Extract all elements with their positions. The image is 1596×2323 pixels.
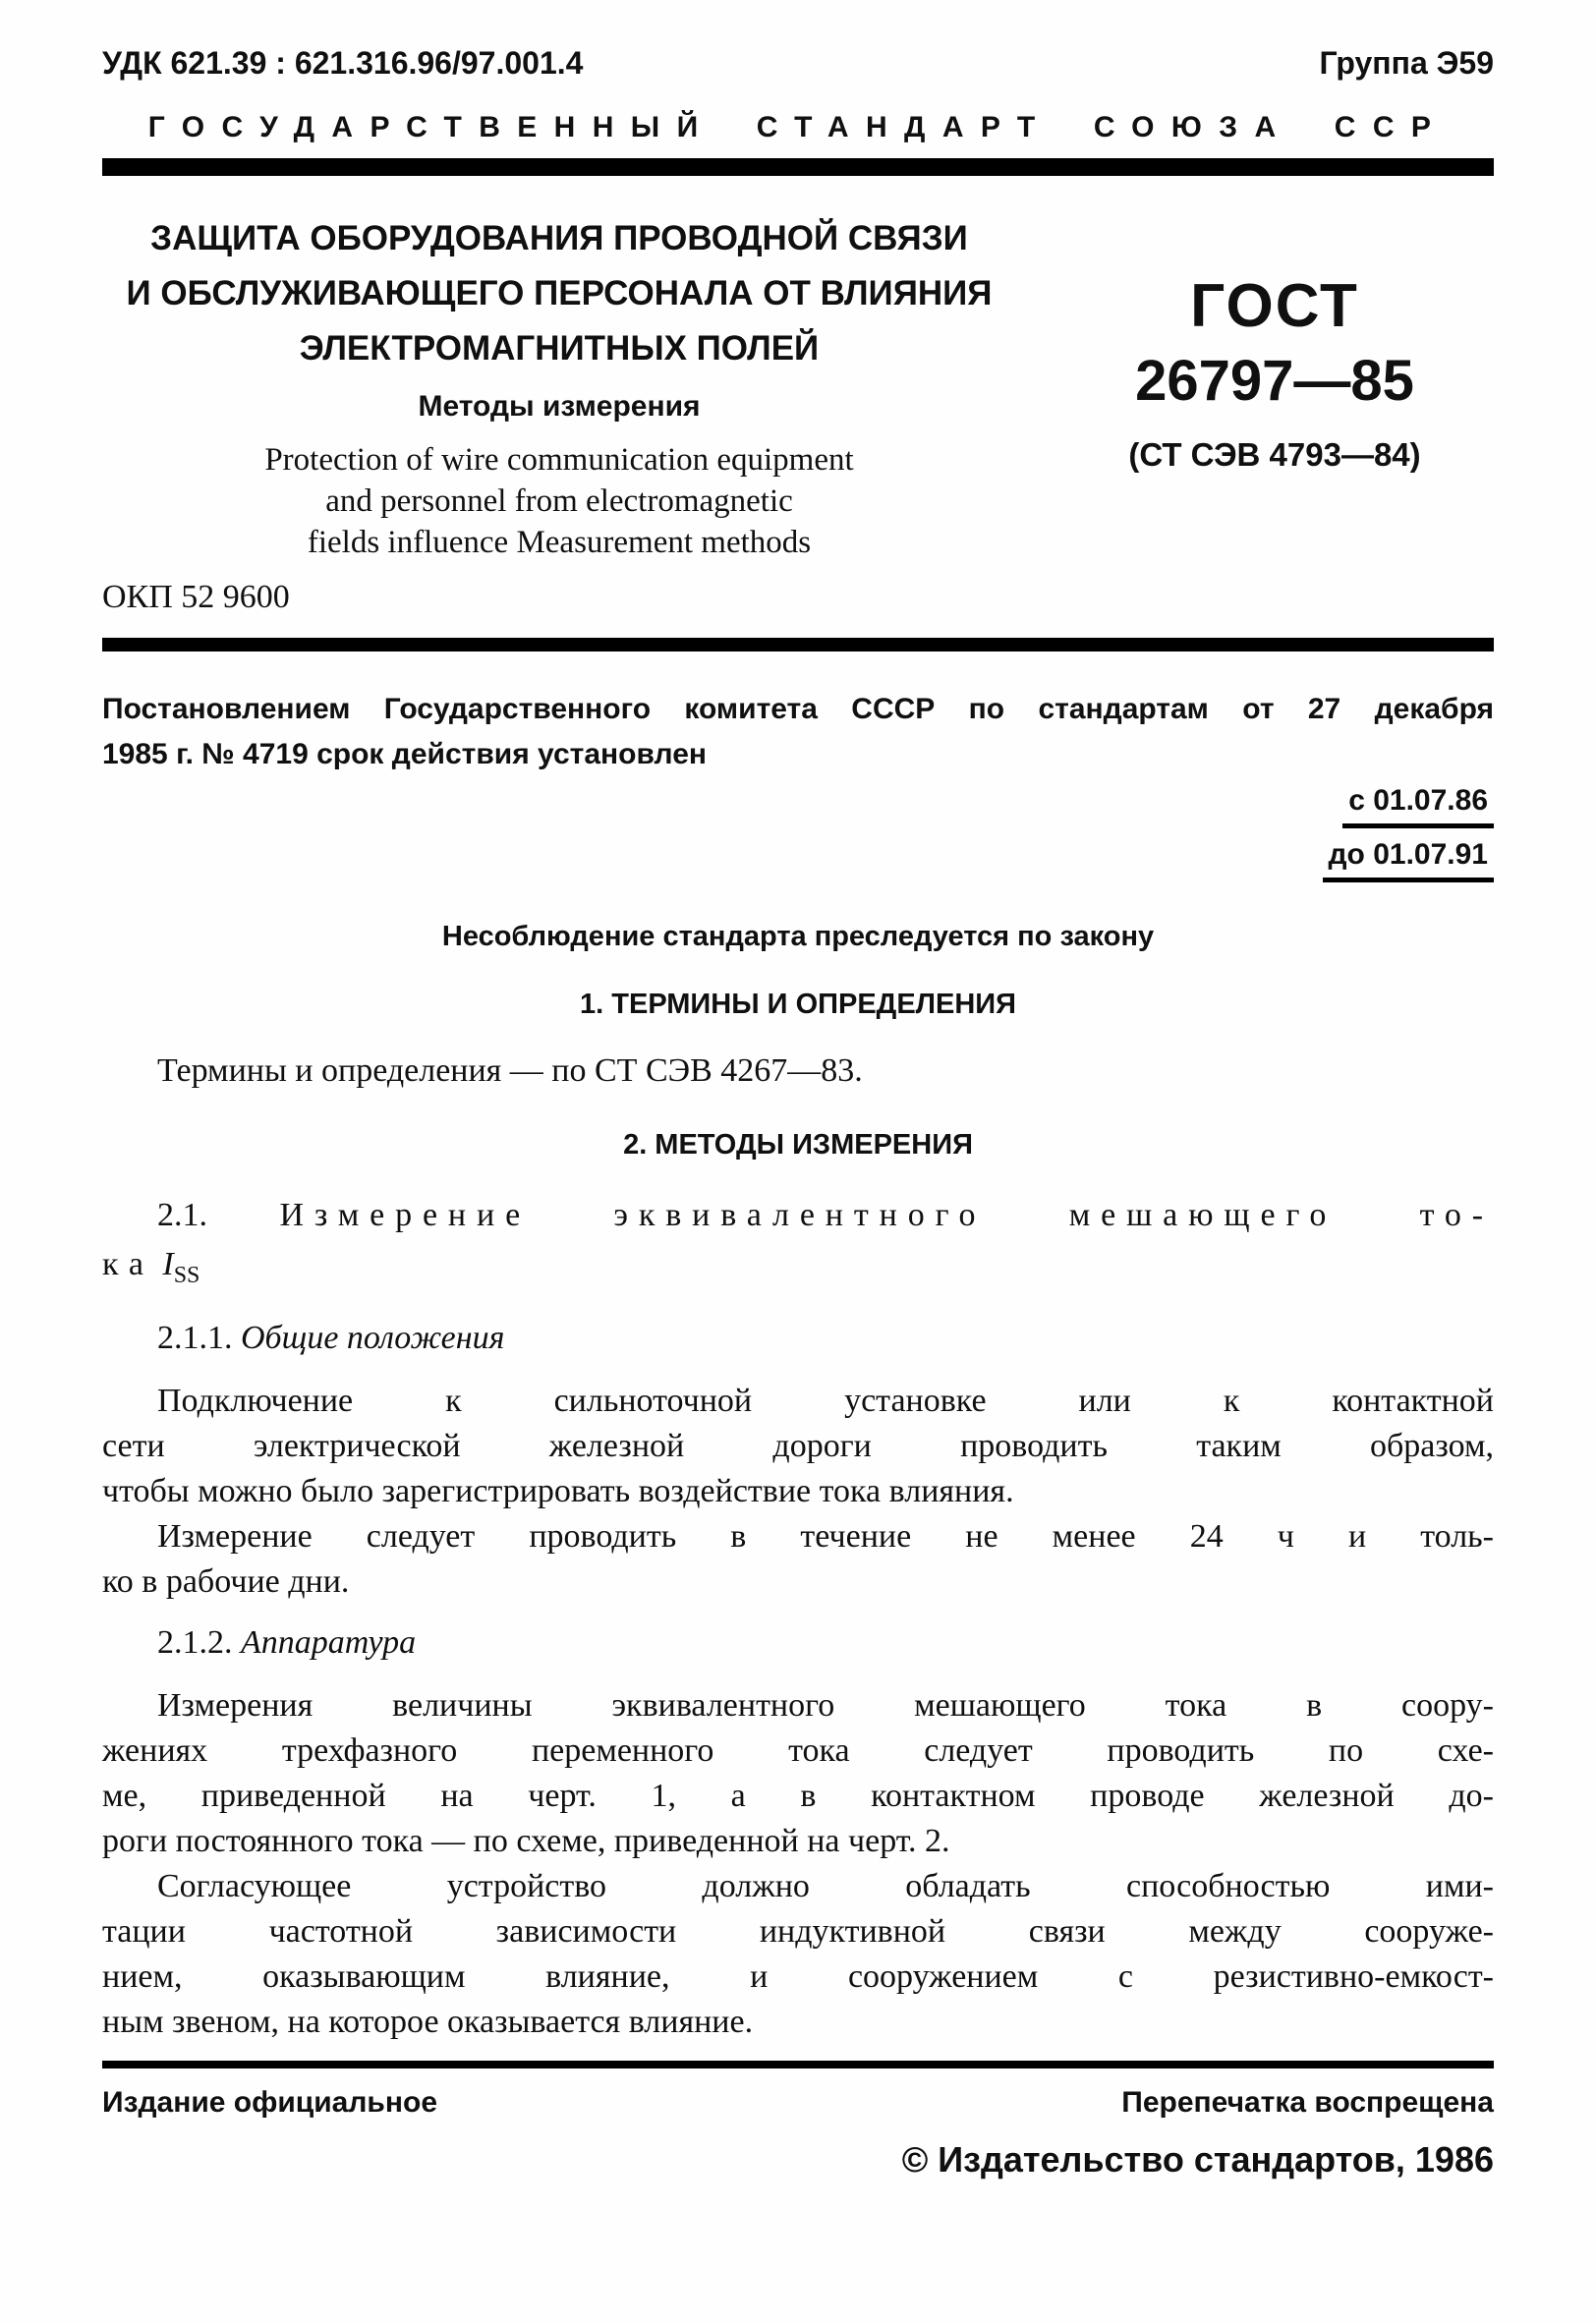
- paragraph-connection: [102, 1379, 1494, 1514]
- clause-2-1-number: 2.1.: [157, 1197, 207, 1233]
- group-code: Группа Э59: [1319, 45, 1494, 81]
- state-standard-line: ГОСУДАРСТВЕННЫЙ СТАНДАРТ СОЮЗА ССР: [147, 111, 1449, 143]
- paragraph-measurements: [102, 1683, 1494, 1864]
- divider-bar-top: [102, 158, 1494, 176]
- paragraph-duration: [102, 1514, 1494, 1605]
- paragraph-duration-line-2: ко в рабочие дни.: [102, 1562, 350, 1600]
- official-edition-label: Издание официальное: [102, 2086, 438, 2119]
- divider-bar-middle: [102, 638, 1494, 652]
- clause-2-1-2-heading: [102, 1620, 1494, 1666]
- title-left-column: [102, 211, 1016, 616]
- paragraph-matching-device-line-1: Согласующее устройство должно обладать способностью ими-: [157, 1867, 1494, 1904]
- section-1-heading: 1. ТЕРМИНЫ И ОПРЕДЕЛЕНИЯ: [580, 989, 1016, 1020]
- clause-2-1-1-title: Общие положения: [241, 1319, 505, 1356]
- reprint-prohibited-label: Перепечатка воспрещена: [1121, 2086, 1494, 2119]
- symbol-subscript: SS: [173, 1262, 200, 1288]
- paragraph-matching-device-line-2: тации частотной зависимости индуктивной связи между сооруже-: [102, 1912, 1494, 1950]
- title-russian: [102, 211, 1016, 376]
- enactment-paragraph-line-1: Постановлением Государственного комитета СССР по стандартам от 27 декабря: [102, 693, 1494, 725]
- title-english-line-2: and personnel from electromagnetic: [325, 483, 793, 519]
- paragraph-matching-device-line-3: нием, оказывающим влияние, и сооружением с резистивно-емкост-: [102, 1957, 1494, 1995]
- clause-2-1-2-title: Аппаратура: [241, 1623, 417, 1661]
- paragraph-matching-device: [102, 1864, 1494, 2045]
- udk-code: УДК 621.39 : 621.316.96/97.001.4: [102, 45, 584, 81]
- clause-2-1-title-part2: ка: [102, 1246, 154, 1282]
- clause-2-1-1-number: 2.1.1.: [157, 1319, 233, 1356]
- standard-designation: [1055, 211, 1494, 616]
- section-1-body: Термины и определения — по СТ СЭВ 4267—83.: [157, 1052, 863, 1089]
- title-english: [102, 439, 1016, 563]
- footer-rule: [102, 2061, 1494, 2068]
- top-header-row: [102, 45, 1494, 82]
- st-sev-reference: (СТ СЭВ 4793—84): [1128, 436, 1421, 473]
- paragraph-connection-line-2: сети электрической железной дороги проводить таким образом,: [102, 1427, 1494, 1464]
- clause-2-1-heading: [102, 1191, 1494, 1300]
- current-symbol: [162, 1246, 200, 1288]
- clause-2-1-line1: [102, 1191, 1494, 1240]
- title-russian-line-2: И ОБСЛУЖИВАЮЩЕГО ПЕРСОНАЛА ОТ ВЛИЯНИЯ: [126, 274, 993, 312]
- paragraph-measurements-line-3: ме, приведенной на черт. 1, а в контактном проводе железной до-: [102, 1777, 1494, 1814]
- subtitle-russian: Методы измерения: [418, 390, 701, 423]
- title-english-line-3: fields influence Measurement methods: [307, 525, 812, 560]
- paragraph-duration-line-1: Измерение следует проводить в течение не менее 24 ч и толь-: [157, 1517, 1494, 1555]
- title-section: [102, 211, 1494, 616]
- enactment-paragraph: [102, 687, 1494, 777]
- title-russian-line-1: ЗАЩИТА ОБОРУДОВАНИЯ ПРОВОДНОЙ СВЯЗИ: [150, 219, 968, 257]
- clause-2-1-line2: [102, 1240, 1494, 1300]
- footer-row: [102, 2086, 1494, 2120]
- paragraph-measurements-line-2: жениях трехфазного переменного тока следует проводить по схе-: [102, 1731, 1494, 1769]
- law-notice: Несоблюдение стандарта преследуется по закону: [441, 921, 1155, 952]
- page-footer: [0, 2061, 1596, 2323]
- gost-label: ГОСТ: [1190, 272, 1359, 340]
- section-2-heading: 2. МЕТОДЫ ИЗМЕРЕНИЯ: [623, 1129, 973, 1161]
- paragraph-matching-device-line-4: ным звеном, на которое оказывается влияние.: [102, 2003, 754, 2040]
- paragraph-measurements-line-1: Измерения величины эквивалентного мешающего тока в соору-: [157, 1686, 1494, 1724]
- title-russian-line-3: ЭЛЕКТРОМАГНИТНЫХ ПОЛЕЙ: [299, 329, 820, 368]
- paragraph-connection-line-3: чтобы можно было зарегистрировать воздействие тока влияния.: [102, 1472, 1014, 1509]
- gost-number: 26797—85: [1135, 349, 1414, 413]
- clause-2-1-1-heading: [102, 1316, 1494, 1361]
- date-to: до 01.07.91: [1323, 837, 1494, 882]
- clause-2-1-title-part1: Измерение эквивалентного мешающего то-: [279, 1197, 1495, 1233]
- enactment-paragraph-line-2: 1985 г. № 4719 срок действия установлен: [102, 738, 707, 770]
- clause-2-1-2-number: 2.1.2.: [157, 1623, 233, 1661]
- copyright-line: © Издательство стандартов, 1986: [901, 2139, 1494, 2180]
- title-english-line-1: Protection of wire communication equipment: [264, 442, 854, 478]
- paragraph-connection-line-1: Подключение к сильноточной установке или к контактной: [157, 1382, 1494, 1419]
- validity-dates: [102, 783, 1494, 891]
- date-from: с 01.07.86: [1342, 783, 1494, 828]
- symbol-base: I: [162, 1246, 174, 1282]
- okp-code: ОКП 52 9600: [102, 579, 290, 615]
- paragraph-measurements-line-4: роги постоянного тока — по схеме, приведенной на черт. 2.: [102, 1822, 950, 1859]
